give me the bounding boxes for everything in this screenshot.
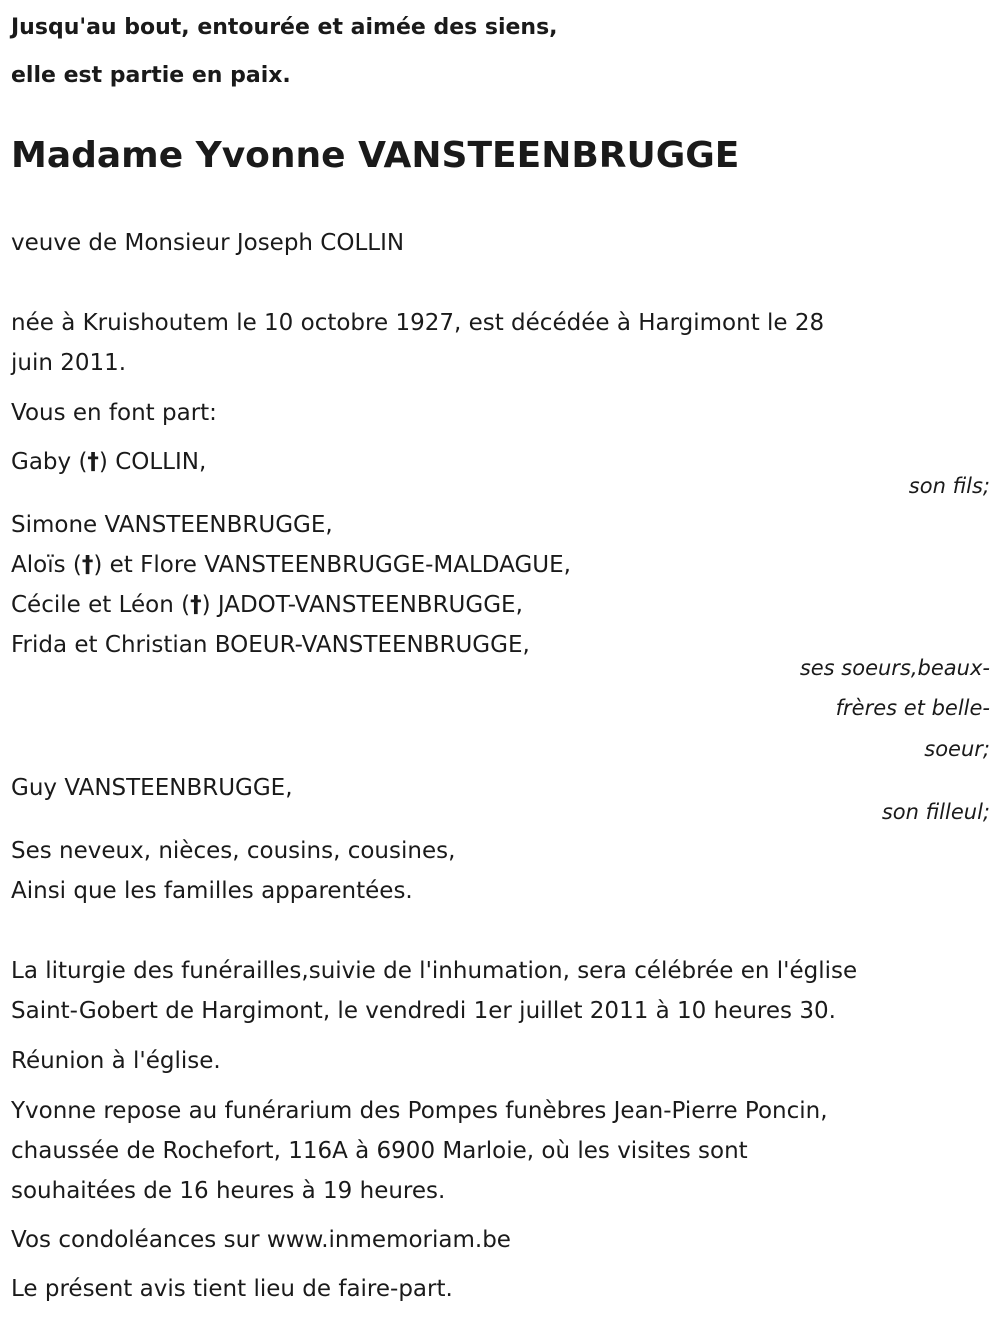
announcers-heading: Vous en font part: <box>11 400 217 426</box>
intro-line-1: Jusqu'au bout, entourée et aimée des siens, <box>11 15 558 40</box>
son-line <box>11 442 206 482</box>
cross-icon: † <box>81 552 94 578</box>
son-relation: son fils; <box>908 474 990 498</box>
sibling-name-end: ) et Flore VANSTEENBRUGGE-MALDAGUE, <box>93 552 571 578</box>
sibling-line: Frida et Christian BOEUR-VANSTEENBRUGGE, <box>11 632 530 658</box>
visitation-line-2: chaussée de Rochefort, 116A à 6900 Marloie, où les visites sont <box>11 1138 748 1164</box>
widow-of-line: veuve de Monsieur Joseph COLLIN <box>11 230 405 256</box>
birth-death-line-1: née à Kruishoutem le 10 octobre 1927, est décédée à Hargimont le 28 <box>11 310 825 336</box>
intro-line-2: elle est partie en paix. <box>11 63 291 88</box>
son-name-start: Gaby ( <box>11 449 88 475</box>
cross-icon: † <box>87 449 99 475</box>
ceremony-line-1: La liturgie des funérailles,suivie de l'inhumation, sera célébrée en l'église <box>11 958 858 984</box>
others-line-2: Ainsi que les familles apparentées. <box>11 878 413 904</box>
sibling-line <box>11 545 571 585</box>
sibling-name-start: Aloïs ( <box>11 552 82 578</box>
condolences-line: Vos condoléances sur www.inmemoriam.be <box>11 1227 511 1253</box>
ceremony-line-2: Saint-Gobert de Hargimont, le vendredi 1er juillet 2011 à 10 heures 30. <box>11 998 836 1024</box>
visitation-line-3: souhaitées de 16 heures à 19 heures. <box>11 1178 446 1204</box>
siblings-relation-line-2: frères et belle- <box>835 696 990 720</box>
meeting-line: Réunion à l'église. <box>11 1048 221 1074</box>
sibling-name-start: Cécile et Léon ( <box>11 592 191 618</box>
visitation-line-1: Yvonne repose au funérarium des Pompes funèbres Jean-Pierre Poncin, <box>11 1098 828 1124</box>
deceased-name: Madame Yvonne VANSTEENBRUGGE <box>11 135 740 176</box>
closing-line: Le présent avis tient lieu de faire-part. <box>11 1276 453 1302</box>
siblings-relation-line-1: ses soeurs,beaux- <box>799 656 990 680</box>
godson-relation: son filleul; <box>881 800 990 824</box>
sibling-line <box>11 585 523 625</box>
siblings-relation-line-3: soeur; <box>924 737 990 761</box>
godson-line: Guy VANSTEENBRUGGE, <box>11 775 293 801</box>
sibling-line: Simone VANSTEENBRUGGE, <box>11 512 333 538</box>
sibling-name-end: ) JADOT-VANSTEENBRUGGE, <box>201 592 523 618</box>
others-line-1: Ses neveux, nièces, cousins, cousines, <box>11 838 456 864</box>
cross-icon: † <box>190 592 202 618</box>
son-name-end: ) COLLIN, <box>98 449 207 475</box>
birth-death-line-2: juin 2011. <box>11 350 127 376</box>
